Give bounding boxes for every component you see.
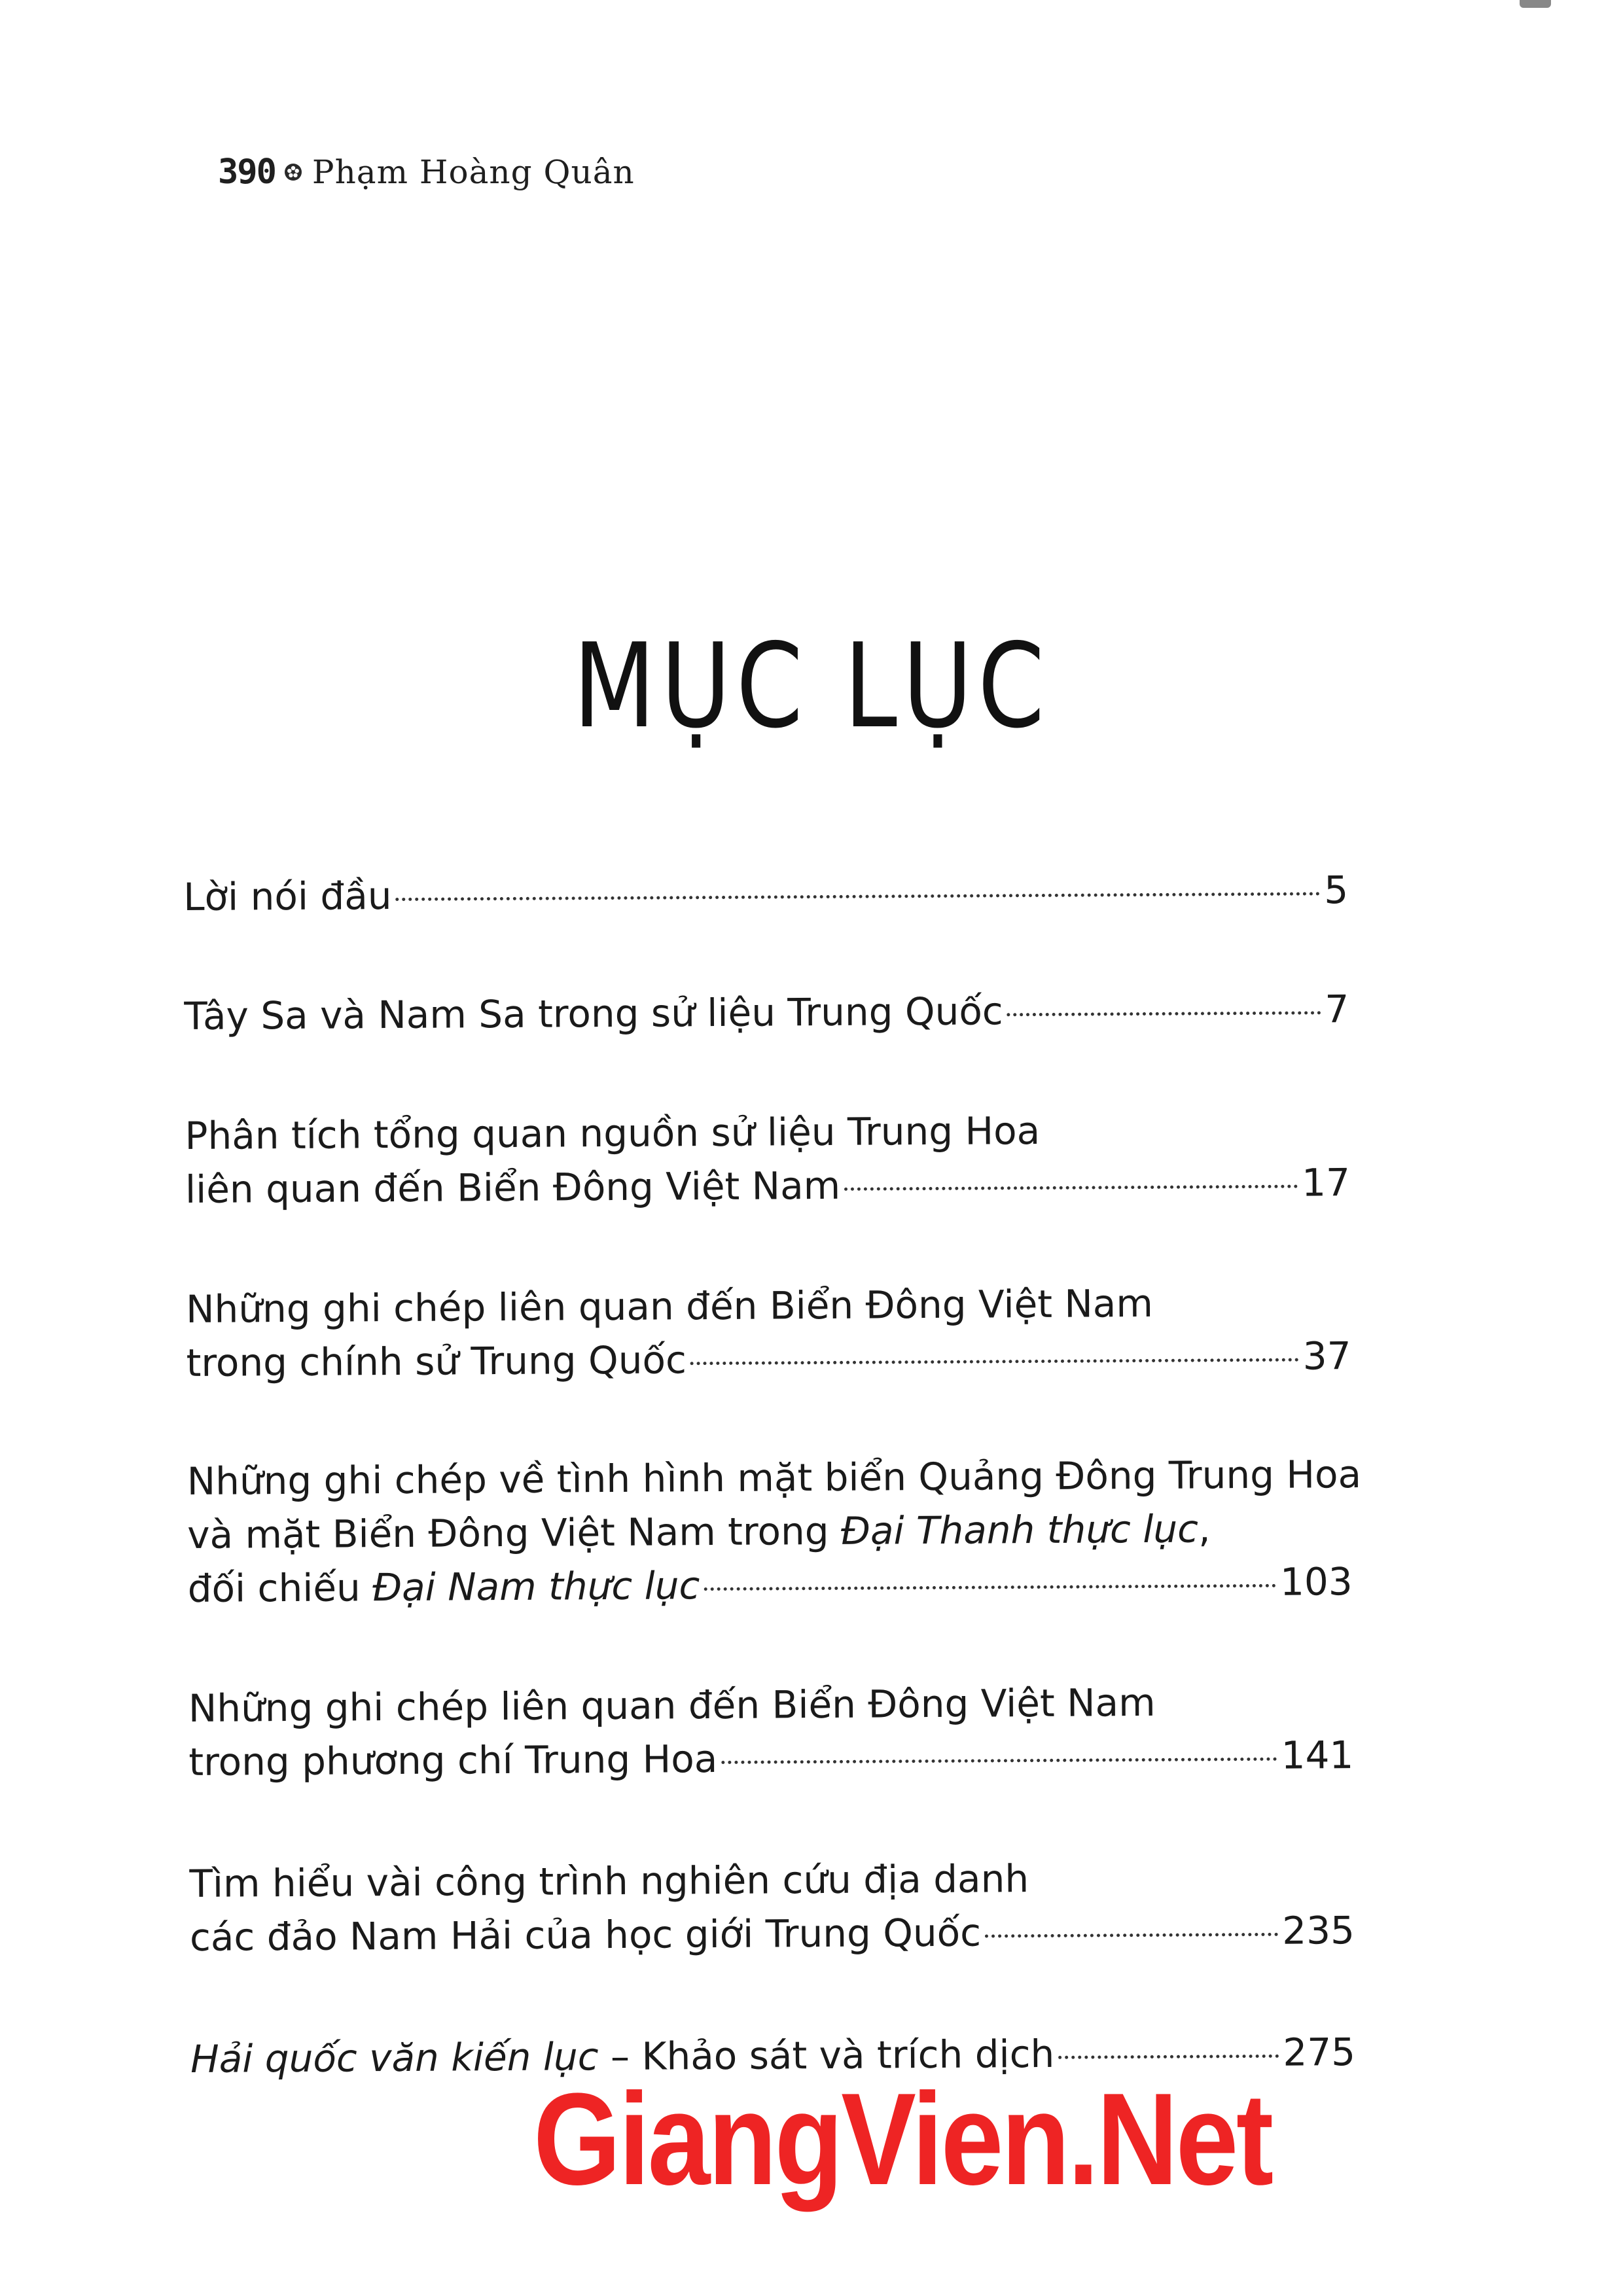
toc-entry-page: 103 — [1279, 1559, 1353, 1604]
toc-entry[interactable] — [183, 863, 1348, 924]
dot-leader — [721, 1757, 1277, 1764]
toc-entry[interactable] — [186, 1275, 1351, 1390]
page-corner-mark — [1520, 0, 1551, 8]
toc-entry-title-line: và mặt Biển Đông Việt Nam trong Đại Thanh thực lục, — [187, 1506, 1211, 1557]
toc-entry-page: 37 — [1302, 1333, 1351, 1379]
author-name: Phạm Hoàng Quân — [312, 153, 635, 191]
toc-entry[interactable] — [185, 1102, 1350, 1216]
toc-entry-title-line: Những ghi chép liên quan đến Biển Đông Việt Nam — [185, 1280, 1154, 1332]
toc-entry[interactable] — [187, 1447, 1362, 1616]
toc-entry[interactable] — [184, 982, 1349, 1043]
dot-leader — [844, 1185, 1298, 1191]
table-of-contents — [183, 863, 1362, 2081]
watermark-logo: GiangVien.Net — [533, 2066, 1272, 2212]
dot-leader — [1007, 1011, 1321, 1016]
toc-entry-title: Lời nói đầu — [183, 874, 392, 919]
toc-entry-title-line: các đảo Nam Hải của học giới Trung Quốc — [189, 1910, 982, 1960]
dot-leader — [985, 1933, 1278, 1938]
toc-entry-title-line: đối chiếu Đại Nam thực lục — [187, 1563, 700, 1611]
toc-entry-page: 141 — [1281, 1733, 1354, 1778]
toc-entry-title-line: trong phương chí Trung Hoa — [188, 1737, 718, 1784]
flower-ornament-icon — [283, 162, 303, 182]
page-number: 390 — [218, 152, 276, 192]
dot-leader — [690, 1358, 1299, 1366]
toc-entry-title-line: Những ghi chép về tình hình mặt biển Quảng Đông Trung Hoa — [187, 1452, 1362, 1504]
running-header — [218, 149, 635, 195]
dot-leader — [704, 1584, 1276, 1591]
toc-entry-page: 7 — [1325, 987, 1349, 1032]
toc-entry-page: 235 — [1282, 1908, 1355, 1953]
toc-entry-title-line: trong chính sử Trung Quốc — [186, 1337, 687, 1385]
dot-leader — [1058, 2055, 1279, 2059]
toc-entry-title: Hải quốc văn kiến lục – Khảo sát và trích dịch — [190, 2031, 1055, 2081]
toc-entry-title: Tây Sa và Nam Sa trong sử liệu Trung Quốc — [184, 989, 1003, 1038]
toc-entry-title-line: Tìm hiểu vài công trình nghiên cứu địa danh — [189, 1856, 1029, 1906]
toc-entry-page: 5 — [1324, 868, 1349, 913]
toc-entry-title-line: liên quan đến Biển Đông Việt Nam — [185, 1163, 841, 1212]
toc-entry-title-line: Phân tích tổng quan nguồn sử liệu Trung Hoa — [185, 1108, 1041, 1158]
dot-leader — [396, 892, 1321, 901]
toc-entry[interactable] — [188, 1674, 1354, 1789]
toc-entry-page: 17 — [1301, 1160, 1351, 1205]
toc-entry[interactable] — [189, 1850, 1355, 1964]
toc-entry-title-line: Những ghi chép liên quan đến Biển Đông Việt Nam — [188, 1680, 1156, 1731]
toc-entry-page: 275 — [1283, 2030, 1356, 2075]
page-title: MỤC LỤC — [573, 618, 1050, 754]
